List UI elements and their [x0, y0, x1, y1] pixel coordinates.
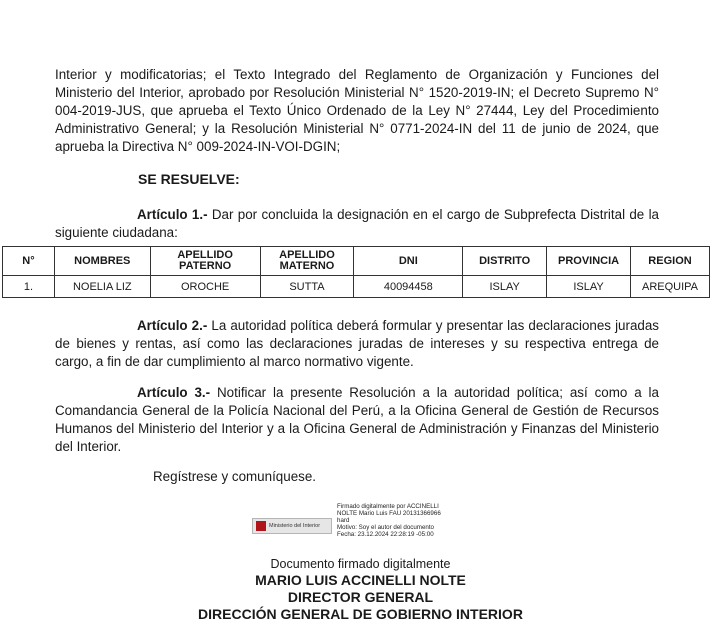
col-names-header: NOMBRES: [54, 247, 150, 276]
cell-dni: 40094458: [354, 276, 463, 298]
article-2: [55, 317, 659, 371]
closing-formula: Regístrese y comuníquese.: [153, 469, 317, 484]
article-2-body: La autoridad política deberá formular y presentar las declaraciones juradas de bienes y rentas, así como las declaraciones juradas de intereses y su respectiva entrega de cargo, a fin de dar cumplimiento al marco normativo vigente.: [55, 318, 659, 369]
cell-names: NOELIA LIZ: [54, 276, 150, 298]
signature-line: Motivo: Soy el autor del documento: [337, 524, 434, 531]
article-1-title: Artículo 1.-: [137, 207, 208, 222]
cell-province: ISLAY: [547, 276, 631, 298]
cell-region: AREQUIPA: [631, 276, 710, 298]
col-district-header: DISTRITO: [463, 247, 547, 276]
signer-block: [0, 557, 721, 623]
article-3-body: Notificar la presente Resolución a la autoridad política; así como a la Comandancia General de la Policía Nacional del Perú, a la Oficina General de Gestión de Recursos Humanos del Ministerio del Interior y a la Oficina General de Administración y Finanzas del Ministerio del Interior.: [55, 385, 659, 454]
resolution-heading: SE RESUELVE:: [138, 171, 240, 187]
col-region-header: REGION: [631, 247, 710, 276]
intro-paragraph: Interior y modificatorias; el Texto Integrado del Reglamento de Organización y Funciones del Ministerio del Interior, aprobado por Resolución Ministerial N° 1520-2019-IN; el Decreto Supremo N° 004-2019-JUS, que aprueba el Texto Único Ordenado de la Ley N° 27444, Ley del Procedimiento Administrativo General; y la Resolución Ministerial N° 0771-2024-IN del 11 de junio de 2024, que aprueba la Directiva N° 009-2024-IN-VOI-DGIN;: [55, 67, 659, 154]
cell-district: ISLAY: [463, 276, 547, 298]
signer-position: DIRECTOR GENERAL: [287, 589, 434, 605]
col-maternal-surname-header: APELLIDO MATERNO: [260, 247, 354, 276]
table-row: [3, 276, 710, 298]
article-3-title: Artículo 3.-: [137, 385, 211, 400]
article-1-body: Dar por concluida la designación en el cargo de Subprefecta Distrital de la siguiente ciudadana:: [55, 207, 659, 240]
col-province-header: PROVINCIA: [547, 247, 631, 276]
seal-label: Ministerio del Interior: [269, 523, 321, 529]
cell-maternal-surname: SUTTA: [260, 276, 354, 298]
designation-table: [2, 246, 710, 298]
col-dni-header: DNI: [354, 247, 463, 276]
signed-note: Documento firmado digitalmente: [270, 557, 451, 571]
article-1: [55, 206, 659, 242]
signature-line: Fecha: 23.12.2024 22:28:19 -05:00: [337, 531, 434, 538]
article-3: [55, 384, 659, 456]
signature-line: NOLTE Mario Luis FAU 20131366966: [337, 510, 441, 517]
cell-number: 1.: [3, 276, 55, 298]
signature-line: hard: [337, 517, 350, 524]
table-header-row: [3, 247, 710, 276]
col-number-header: N°: [3, 247, 55, 276]
ministry-seal: [252, 518, 332, 534]
signature-line: Firmado digitalmente por ACCINELLI: [337, 503, 439, 510]
col-paternal-surname-header: APELLIDO PATERNO: [150, 247, 260, 276]
article-2-title: Artículo 2.-: [137, 318, 208, 333]
cell-paternal-surname: OROCHE: [150, 276, 260, 298]
signature-details: [337, 503, 467, 538]
signer-office: DIRECCIÓN GENERAL DE GOBIERNO INTERIOR: [198, 606, 523, 622]
peru-emblem-icon: [256, 521, 266, 531]
signer-name: MARIO LUIS ACCINELLI NOLTE: [255, 572, 466, 588]
